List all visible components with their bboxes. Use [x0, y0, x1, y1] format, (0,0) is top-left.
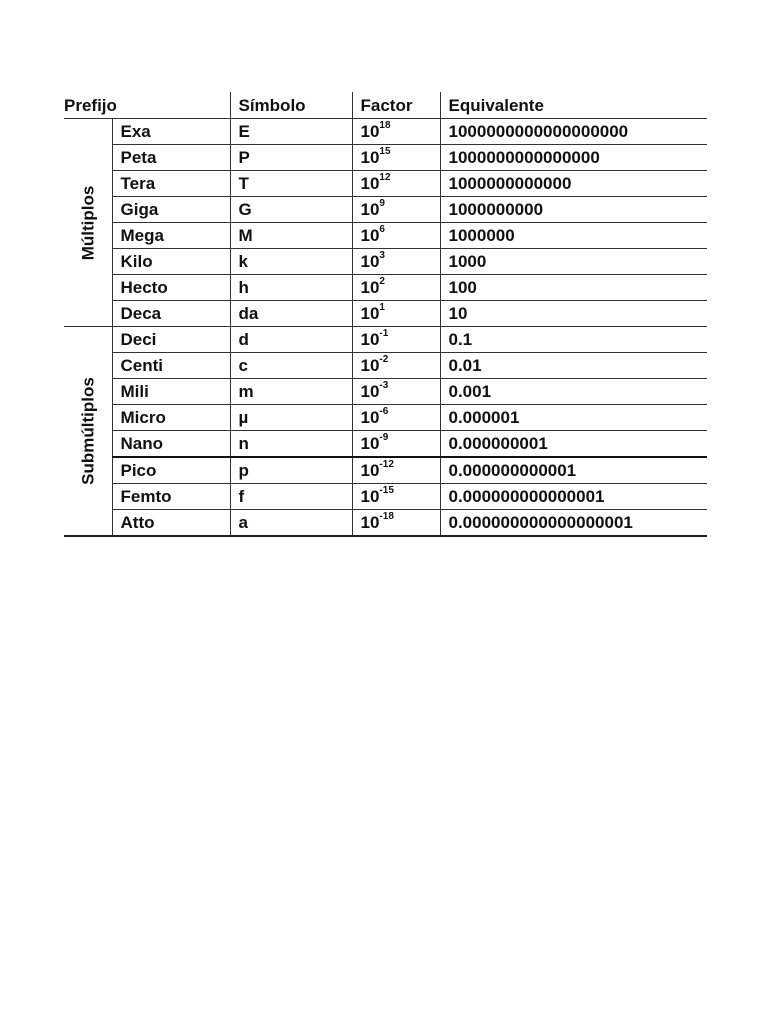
factor-cell	[352, 353, 440, 379]
factor-cell	[352, 379, 440, 405]
factor-exponent: -1	[379, 328, 389, 339]
si-prefix-table-container	[64, 92, 707, 537]
symbol-cell: h	[230, 275, 352, 301]
symbol-cell: p	[230, 457, 352, 484]
prefix-name-cell: Exa	[112, 119, 230, 145]
group-label-cell	[64, 327, 112, 537]
table-row	[64, 197, 707, 223]
table-row	[64, 171, 707, 197]
factor-cell	[352, 405, 440, 431]
factor-base: 10	[360, 487, 380, 506]
factor-cell	[352, 223, 440, 249]
factor-cell	[352, 301, 440, 327]
prefix-name-cell: Centi	[112, 353, 230, 379]
factor-exponent: -9	[379, 432, 389, 443]
symbol-cell: d	[230, 327, 352, 353]
factor-exponent: -3	[379, 380, 389, 391]
factor-base: 10	[360, 356, 380, 375]
prefix-name-cell: Micro	[112, 405, 230, 431]
prefix-name-cell: Mili	[112, 379, 230, 405]
equivalent-cell: 0.000001	[440, 405, 707, 431]
factor-base: 10	[360, 330, 380, 349]
header-prefijo: Prefijo	[64, 92, 230, 119]
factor-cell	[352, 431, 440, 458]
equivalent-cell: 1000000000000000000	[440, 119, 707, 145]
prefix-name-cell: Peta	[112, 145, 230, 171]
equivalent-cell: 10	[440, 301, 707, 327]
factor-cell	[352, 275, 440, 301]
prefix-name-cell: Deca	[112, 301, 230, 327]
prefix-name-cell: Pico	[112, 457, 230, 484]
equivalent-cell: 0.01	[440, 353, 707, 379]
header-factor: Factor	[352, 92, 440, 119]
factor-cell	[352, 457, 440, 484]
prefix-name-cell: Giga	[112, 197, 230, 223]
factor-base: 10	[360, 226, 380, 245]
group-label-cell	[64, 119, 112, 327]
factor-cell	[352, 145, 440, 171]
factor-cell	[352, 510, 440, 537]
factor-cell	[352, 197, 440, 223]
symbol-cell: a	[230, 510, 352, 537]
factor-base: 10	[360, 174, 380, 193]
prefix-name-cell: Nano	[112, 431, 230, 458]
factor-exponent: 9	[379, 198, 385, 209]
equivalent-cell: 1000000000	[440, 197, 707, 223]
table-row	[64, 275, 707, 301]
prefix-name-cell: Mega	[112, 223, 230, 249]
group-label: Múltiplos	[78, 185, 98, 260]
equivalent-cell: 0.000000000001	[440, 457, 707, 484]
equivalent-cell: 0.000000001	[440, 431, 707, 458]
header-simbolo: Símbolo	[230, 92, 352, 119]
table-body	[64, 119, 707, 537]
factor-cell	[352, 484, 440, 510]
equivalent-cell: 1000000000000	[440, 171, 707, 197]
equivalent-cell: 0.000000000000000001	[440, 510, 707, 537]
factor-cell	[352, 119, 440, 145]
symbol-cell: P	[230, 145, 352, 171]
equivalent-cell: 1000	[440, 249, 707, 275]
symbol-cell: da	[230, 301, 352, 327]
factor-exponent: -15	[379, 485, 394, 496]
factor-exponent: 2	[379, 276, 385, 287]
table-row	[64, 457, 707, 484]
factor-exponent: 3	[379, 250, 385, 261]
symbol-cell: E	[230, 119, 352, 145]
group-label: Submúltiplos	[78, 377, 98, 485]
prefix-name-cell: Hecto	[112, 275, 230, 301]
prefix-name-cell: Kilo	[112, 249, 230, 275]
symbol-cell: m	[230, 379, 352, 405]
factor-exponent: -2	[379, 354, 389, 365]
table-row	[64, 379, 707, 405]
factor-cell	[352, 327, 440, 353]
equivalent-cell: 1000000	[440, 223, 707, 249]
symbol-cell: k	[230, 249, 352, 275]
factor-base: 10	[360, 122, 380, 141]
factor-exponent: 12	[379, 172, 391, 183]
factor-exponent: -12	[379, 459, 394, 470]
factor-cell	[352, 171, 440, 197]
factor-exponent: 18	[379, 120, 391, 131]
factor-exponent: 6	[379, 224, 385, 235]
factor-base: 10	[360, 278, 380, 297]
symbol-cell: µ	[230, 405, 352, 431]
table-row	[64, 484, 707, 510]
table-row	[64, 301, 707, 327]
table-row	[64, 510, 707, 537]
symbol-cell: f	[230, 484, 352, 510]
symbol-cell: G	[230, 197, 352, 223]
factor-base: 10	[360, 304, 380, 323]
factor-base: 10	[360, 434, 380, 453]
factor-base: 10	[360, 461, 380, 480]
factor-cell	[352, 249, 440, 275]
equivalent-cell: 0.000000000000001	[440, 484, 707, 510]
symbol-cell: c	[230, 353, 352, 379]
equivalent-cell: 0.001	[440, 379, 707, 405]
factor-exponent: -6	[379, 406, 389, 417]
factor-exponent: -18	[379, 511, 394, 522]
symbol-cell: n	[230, 431, 352, 458]
factor-exponent: 1	[379, 302, 385, 313]
factor-base: 10	[360, 200, 380, 219]
table-row	[64, 353, 707, 379]
table-row	[64, 119, 707, 145]
table-row	[64, 327, 707, 353]
symbol-cell: T	[230, 171, 352, 197]
table-row	[64, 431, 707, 458]
prefix-name-cell: Atto	[112, 510, 230, 537]
table-row	[64, 223, 707, 249]
table-row	[64, 405, 707, 431]
factor-exponent: 15	[379, 146, 391, 157]
equivalent-cell: 0.1	[440, 327, 707, 353]
header-equivalente: Equivalente	[440, 92, 707, 119]
header-row	[64, 92, 707, 119]
factor-base: 10	[360, 382, 380, 401]
factor-base: 10	[360, 408, 380, 427]
si-prefix-table	[64, 92, 707, 537]
factor-base: 10	[360, 252, 380, 271]
factor-base: 10	[360, 148, 380, 167]
symbol-cell: M	[230, 223, 352, 249]
prefix-name-cell: Deci	[112, 327, 230, 353]
table-row	[64, 249, 707, 275]
prefix-name-cell: Femto	[112, 484, 230, 510]
equivalent-cell: 100	[440, 275, 707, 301]
factor-base: 10	[360, 513, 380, 532]
table-row	[64, 145, 707, 171]
equivalent-cell: 1000000000000000	[440, 145, 707, 171]
prefix-name-cell: Tera	[112, 171, 230, 197]
